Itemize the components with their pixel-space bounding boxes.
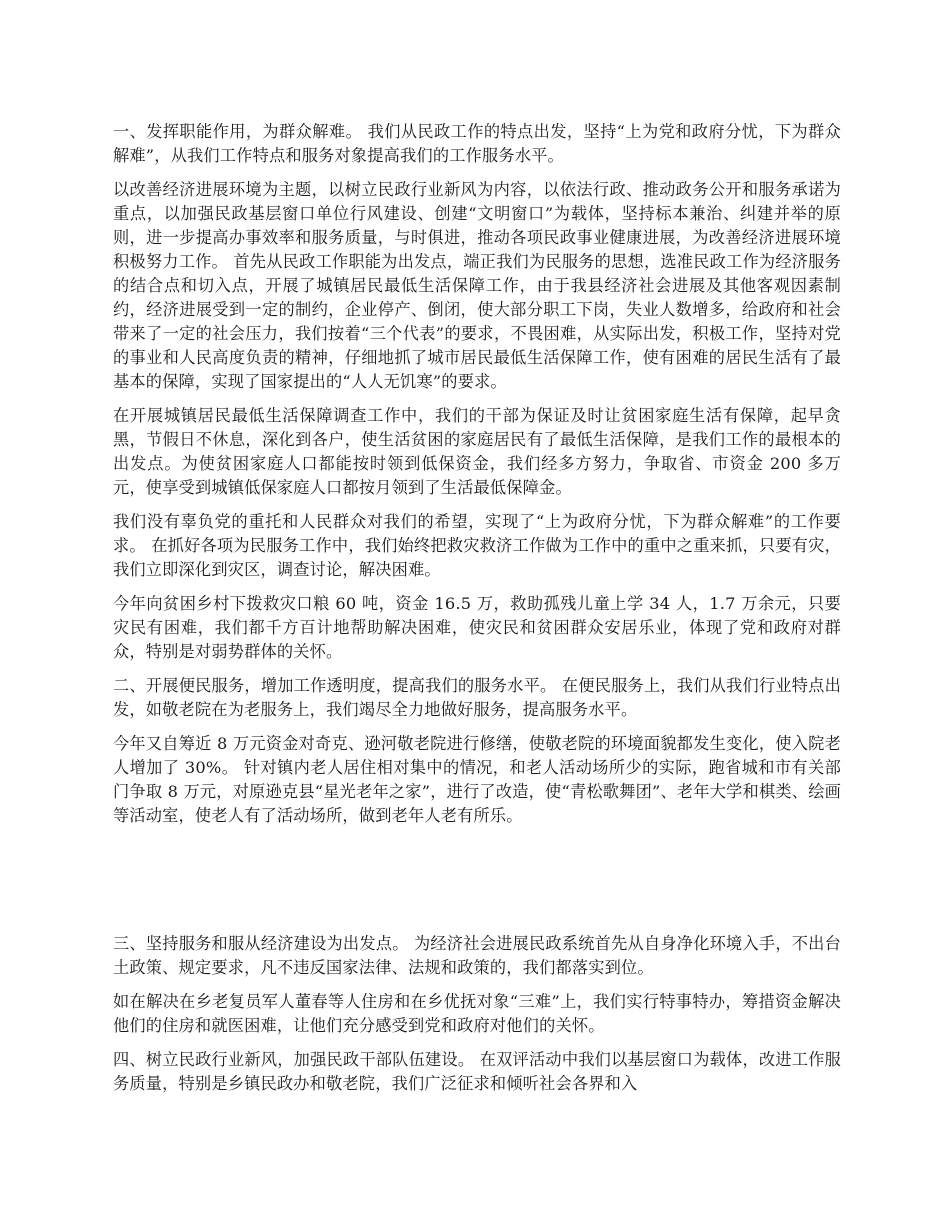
paragraph-6: 二、开展便民服务，增加工作透明度，提高我们的服务水平。 在便民服务上，我们从我们行业特点出发，如敬老院在为老服务上，我们竭尽全力地做好服务，提高服务水平。 [113,676,841,719]
document-body [113,120,841,1106]
paragraph-7: 今年又自筹近 8 万元资金对奇克、逊河敬老院进行修缮，使敬老院的环境面貌都发生变化，使入院老人增加了 30%。 针对镇内老人居住相对集中的情况，和老人活动场所少的实际，跑省城和市有关部门争取 8 万元，对原逊克县“星光老年之家”，进行了改造，使“青松歌舞团”、老年大学和棋类、绘画等活动室，使老人有了活动场所，做到老年人老有所乐。 [113,734,841,825]
paragraph-8: 三、坚持服务和服从经济建设为出发点。 为经济社会进展民政系统首先从自身净化环境入手，不出台土政策、规定要求，凡不违反国家法律、法规和政策的，我们都落实到位。 [113,934,841,977]
paragraph-5: 今年向贫困乡村下拨救灾口粮 60 吨，资金 16.5 万，救助孤残儿童上学 34 人，1.7 万余元，只要灾民有困难，我们都千方百计地帮助解决困难，使灾民和贫困群众安居乐业，体现了党和政府对群众，特别是对弱势群体的关怀。 [113,594,841,661]
paragraph-10: 四、树立民政行业新风，加强民政干部队伍建设。 在双评活动中我们以基层窗口为载体，改进工作服务质量，特别是乡镇民政办和敬老院，我们广泛征求和倾听社会各界和入 [113,1050,841,1093]
section-gap [113,838,841,932]
paragraph-9: 如在解决在乡老复员军人董春等人住房和在乡优抚对象“三难”上，我们实行特事特办，筹措资金解决他们的住房和就医困难，让他们充分感受到党和政府对他们的关怀。 [113,992,841,1035]
paragraph-3: 在开展城镇居民最低生活保障调查工作中，我们的干部为保证及时让贫困家庭生活有保障，起早贪黑，节假日不休息，深化到各户，使生活贫困的家庭居民有了最低生活保障，是我们工作的最根本的出发点。为使贫困家庭人口都能按时领到低保资金，我们经多方努力，争取省、市资金 200 多万元，使享受到城镇低保家庭人口都按月领到了生活最低保障金。 [113,406,841,497]
paragraph-1: 一、发挥职能作用，为群众解难。 我们从民政工作的特点出发，坚持“上为党和政府分忧，下为群众解难”，从我们工作特点和服务对象提高我们的工作服务水平。 [113,122,841,165]
paragraph-2: 以改善经济进展环境为主题，以树立民政行业新风为内容，以依法行政、推动政务公开和服务承诺为重点，以加强民政基层窗口单位行风建设、创建“文明窗口”为载体，坚持标本兼治、纠建并举的原则，进一步提高办事效率和服务质量，与时俱进，推动各项民政事业健康进展，为改善经济进展环境积极努力工作。 首先从民政工作职能为出发点，端正我们为民服务的思想，选准民政工作为经济服务的结合点和切入点，开展了城镇居民最低生活保障工作，由于我县经济社会进展及其他客观因素制约，经济进展受到一定的制约，企业停产、倒闭，使大部分职工下岗，失业人数增多，给政府和社会带来了一定的社会压力，我们按着“三个代表”的要求，不畏困难，从实际出发，积极工作，坚持对党的事业和人民高度负责的精神，仔细地抓了城市居民最低生活保障工作，使有困难的居民生活有了最基本的保障，实现了国家提出的“人人无饥寒”的要求。 [113,180,841,391]
paragraph-4: 我们没有辜负党的重托和人民群众对我们的希望，实现了“上为政府分忧，下为群众解难”的工作要求。 在抓好各项为民服务工作中，我们始终把救灾救济工作做为工作中的重中之重来抓，只要有灾，我们立即深化到灾区，调查讨论，解决困难。 [113,512,841,579]
